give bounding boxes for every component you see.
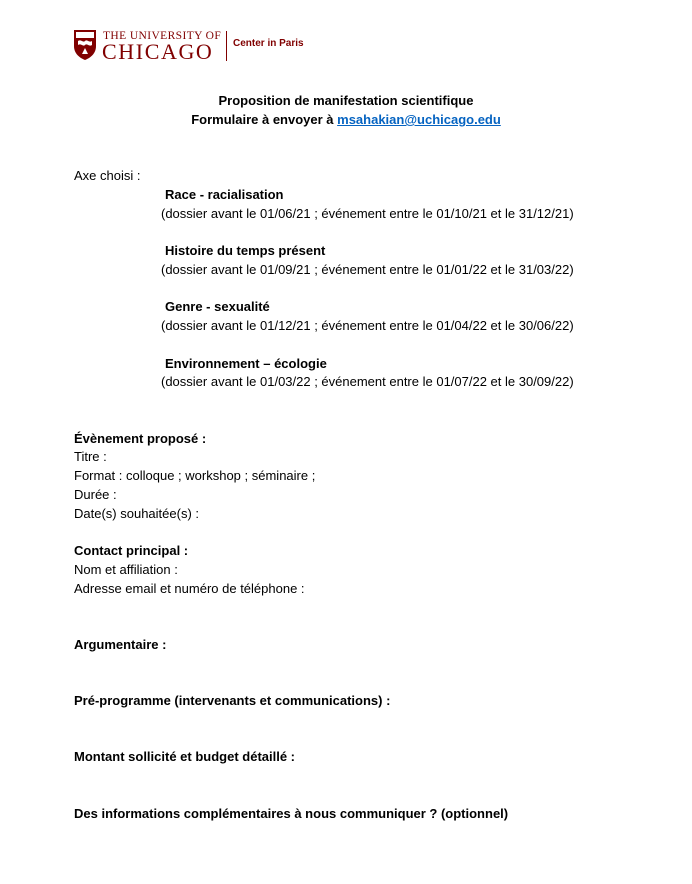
logo-divider bbox=[226, 31, 227, 61]
argumentaire-heading: Argumentaire : bbox=[74, 637, 167, 652]
university-name-line1: THE UNIVERSITY OF bbox=[103, 30, 222, 42]
contact-nom-field: Nom et affiliation : bbox=[74, 562, 178, 577]
axe-item-dates: (dossier avant le 01/06/21 ; événement entre le 01/10/21 et le 31/12/21) bbox=[161, 206, 574, 221]
event-dates-field: Date(s) souhaitée(s) : bbox=[74, 506, 199, 521]
document-subtitle bbox=[0, 112, 692, 128]
subtitle-prefix: Formulaire à envoyer à bbox=[191, 112, 338, 127]
event-titre-field: Titre : bbox=[74, 449, 107, 464]
center-name: Center in Paris bbox=[233, 38, 304, 49]
contact-heading: Contact principal : bbox=[74, 543, 189, 558]
event-format-field: Format : colloque ; workshop ; séminaire ; bbox=[74, 468, 316, 483]
event-heading: Évènement proposé : bbox=[74, 431, 207, 446]
axe-item-name: Race - racialisation bbox=[165, 187, 284, 202]
preprogramme-heading: Pré-programme (intervenants et communications) : bbox=[74, 693, 391, 708]
complementary-info-heading: Des informations complémentaires à nous communiquer ? (optionnel) bbox=[74, 806, 509, 821]
axe-item-dates: (dossier avant le 01/09/21 ; événement entre le 01/01/22 et le 31/03/22) bbox=[161, 262, 574, 277]
axe-item-name: Environnement – écologie bbox=[165, 356, 327, 371]
budget-heading: Montant sollicité et budget détaillé : bbox=[74, 749, 296, 764]
axe-item-dates: (dossier avant le 01/03/22 ; événement entre le 01/07/22 et le 30/09/22) bbox=[161, 374, 574, 389]
axe-label: Axe choisi : bbox=[74, 168, 141, 183]
axe-item-dates: (dossier avant le 01/12/21 ; événement entre le 01/04/22 et le 30/06/22) bbox=[161, 318, 574, 333]
axe-item-name: Histoire du temps présent bbox=[165, 243, 326, 258]
email-link[interactable]: msahakian@uchicago.edu bbox=[337, 112, 501, 127]
event-duree-field: Durée : bbox=[74, 487, 117, 502]
university-name-line2: CHICAGO bbox=[102, 39, 214, 64]
document-title: Proposition de manifestation scientifique bbox=[218, 93, 474, 108]
axe-item-name: Genre - sexualité bbox=[165, 299, 270, 314]
shield-icon bbox=[73, 29, 97, 61]
contact-adresse-field: Adresse email et numéro de téléphone : bbox=[74, 581, 305, 596]
